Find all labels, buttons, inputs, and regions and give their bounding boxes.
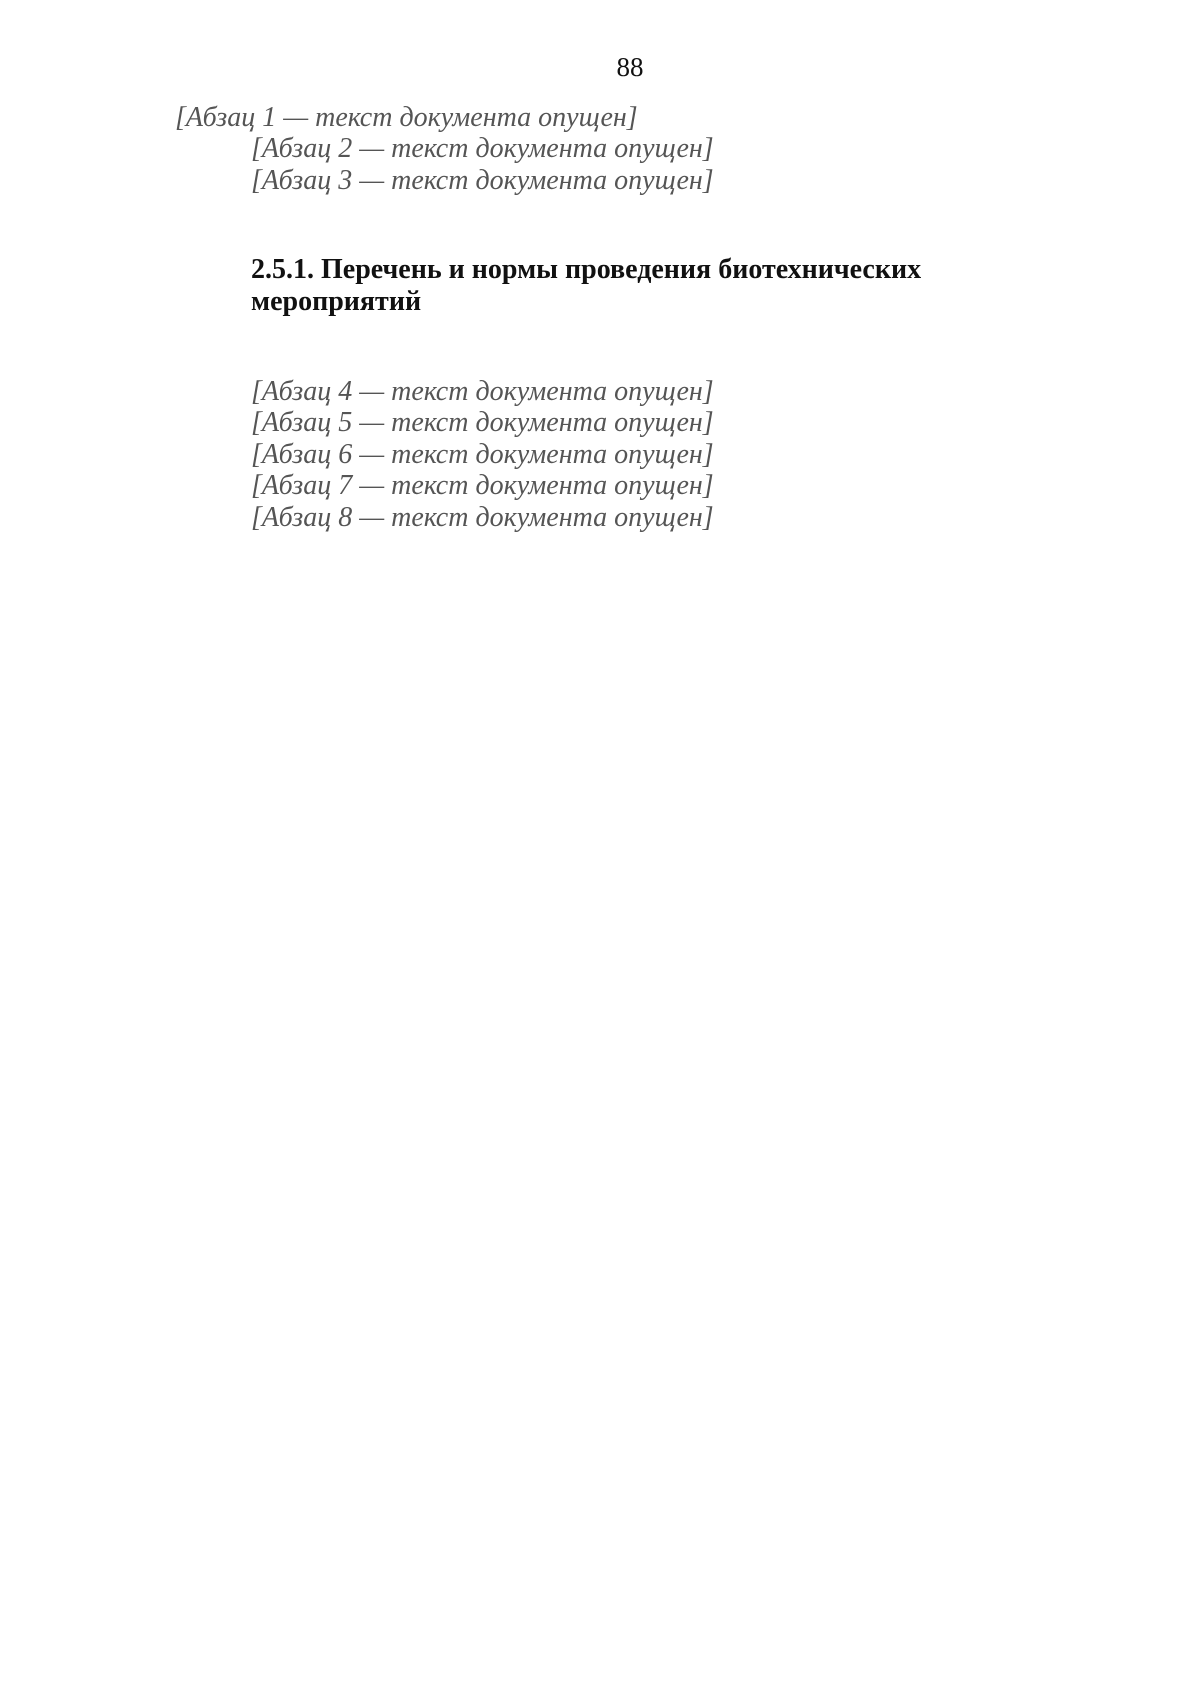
paragraph-effective-measures: [Абзац 8 — текст документа опущен] — [251, 501, 714, 533]
paragraph-recommended-list: [Абзац 5 — текст документа опущен] — [251, 407, 714, 439]
paragraph-hunting-grounds: [Абзац 3 — текст документа опущен] — [251, 164, 714, 196]
paragraph-hunting-dates: [Абзац 2 — текст документа опущен] — [251, 133, 714, 165]
paragraph-continuation: [Абзац 1 — текст документа опущен] — [175, 101, 638, 133]
paragraph-norms: [Абзац 4 — текст документа опущен] — [251, 375, 714, 407]
paragraph-grit-sites: [Абзац 6 — текст документа опущен] — [251, 438, 714, 470]
paragraph-moose-feeding: [Абзац 7 — текст документа опущен] — [251, 470, 714, 502]
page-number: 88 — [616, 52, 644, 82]
section-heading: 2.5.1. Перечень и нормы проведения биотехнических мероприятий — [251, 254, 922, 317]
